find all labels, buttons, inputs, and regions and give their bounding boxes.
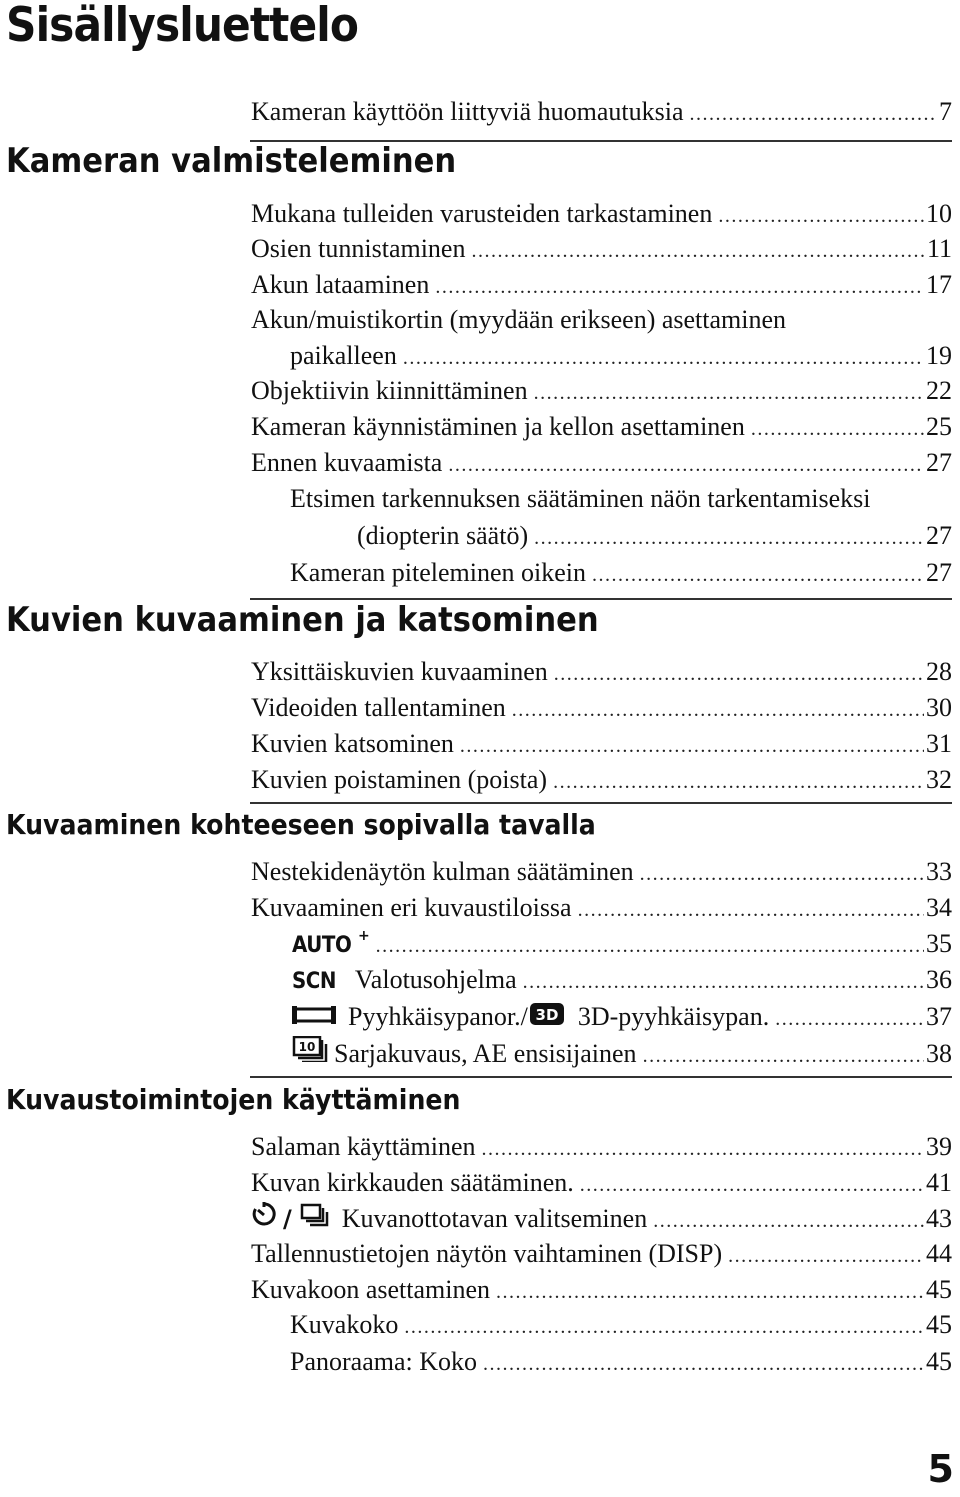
toc-entry[interactable] [251,726,952,762]
svg-text:10: 10 [298,1040,316,1054]
toc-page-number: 38 [926,1039,952,1068]
section-divider [250,1076,952,1078]
toc-entry[interactable] [251,373,952,409]
toc-page-number: 33 [926,857,952,886]
toc-entry-label [292,1036,637,1072]
toc-page-number: 11 [926,234,952,263]
toc-page-number: 35 [926,929,952,958]
toc-leader-dots [482,1131,924,1167]
toc-entry[interactable] [251,196,952,232]
toc-entry-label: paikalleen [290,341,397,370]
toc-entry-label: (diopterin säätö) [357,521,529,550]
toc-page-number: 28 [926,657,952,686]
toc-leader-dots [512,692,924,728]
toc-leader-dots [592,557,924,593]
toc-entry[interactable] [290,338,952,374]
toc-entry-label: Akun lataaminen [251,270,430,299]
toc-leader-dots [435,269,924,305]
toc-entry-label: Kameran käyttöön liittyviä huomautuksia [251,97,684,126]
self-timer-icon [251,1201,277,1227]
toc-page-number: 45 [926,1310,952,1339]
toc-leader-dots [534,375,924,411]
toc-entry[interactable] [251,1201,952,1237]
scn-mode-icon: SCN [292,969,337,994]
toc-page-number: 27 [926,521,952,550]
toc-entry[interactable] [292,999,952,1035]
toc-entry[interactable] [292,962,952,998]
toc-leader-dots [751,411,924,447]
section-heading-preparing-camera: Kameran valmisteleminen [6,141,457,181]
toc-leader-dots [403,340,924,376]
toc-entry-label-line1[interactable]: Etsimen tarkennuksen säätäminen näön tarkentamiseksi [290,484,871,513]
sweep-panorama-icon [292,1005,336,1025]
toc-page-number: 45 [926,1275,952,1304]
slash-icon: / [283,1205,292,1233]
toc-entry-label: Objektiivin kiinnittäminen [251,376,528,405]
toc-page-number: 31 [926,729,952,758]
toc-entry[interactable] [251,1129,952,1165]
toc-entry-label: Nestekidenäytön kulman säätäminen [251,857,634,886]
3d-sweep-icon [530,1003,564,1025]
toc-leader-dots [460,728,924,764]
toc-entry-label: Mukana tulleiden varusteiden tarkastaminen [251,199,713,228]
toc-entry[interactable] [251,1165,952,1201]
toc-page-number: 30 [926,693,952,722]
toc-entry[interactable] [251,409,952,445]
toc-entry-label: Kuvakoko [290,1310,399,1339]
toc-entry[interactable] [251,890,952,926]
page-number: 5 [927,1447,954,1491]
toc-entry[interactable] [290,1307,952,1343]
toc-page-number: 39 [926,1132,952,1161]
section-heading-scene-shooting: Kuvaaminen kohteeseen sopivalla tavalla [6,808,596,841]
svg-text:3D: 3D [535,1006,559,1024]
toc-entry-label: Yksittäiskuvien kuvaaminen [251,657,548,686]
toc-entry-label: Salaman käyttäminen [251,1132,476,1161]
toc-leader-dots [653,1203,924,1239]
toc-leader-dots [534,520,924,556]
toc-entry-label: Panoraama: Koko [290,1347,478,1376]
toc-page-number: 19 [926,341,952,370]
toc-page-number: 27 [926,448,952,477]
toc-page-number: 17 [926,270,952,299]
toc-entry[interactable] [251,1272,952,1308]
section-divider [250,802,952,804]
toc-leader-dots [523,964,924,1000]
section-heading-shooting-viewing: Kuvien kuvaaminen ja katsominen [6,600,599,640]
toc-entry-label: Kameran käynnistäminen ja kellon asettaminen [251,412,745,441]
toc-leader-dots [640,856,924,892]
toc-leader-dots [553,764,924,800]
toc-entry-label: Ennen kuvaamista [251,448,443,477]
toc-leader-dots [376,928,924,964]
toc-entry[interactable] [290,555,952,591]
toc-entry-label [251,1201,647,1237]
toc-page-number: 36 [926,965,952,994]
toc-leader-dots [718,198,924,234]
toc-page-number: 10 [926,199,952,228]
auto-plus-mode-icon: AUTO [292,933,352,958]
toc-leader-dots [471,233,924,269]
toc-leader-dots [483,1346,924,1382]
section-heading-using-functions: Kuvaustoimintojen käyttäminen [6,1083,461,1116]
toc-page-number: 34 [926,893,952,922]
toc-entry-text: Valotusohjelma [354,965,517,994]
toc-entry-label [292,962,517,1000]
toc-page-number: 44 [926,1239,952,1268]
toc-entry[interactable] [251,1236,952,1272]
toc-entry-text: Sarjakuvaus, AE ensisijainen [334,1039,637,1068]
toc-entry[interactable] [251,854,952,890]
toc-page-number: 43 [926,1204,952,1233]
toc-entry[interactable] [251,267,952,303]
toc-entry-label: Kuvien katsominen [251,729,454,758]
toc-leader-dots [728,1238,924,1274]
toc-entry[interactable] [251,690,952,726]
toc-page-number: 27 [926,558,952,587]
toc-entry[interactable] [251,762,952,798]
toc-leader-dots [580,1167,924,1203]
toc-leader-dots [643,1038,924,1074]
toc-leader-dots [404,1309,924,1345]
toc-entry[interactable] [357,518,952,554]
toc-leader-dots [690,96,937,132]
toc-page-number: 25 [926,412,952,441]
plus-icon: + [357,928,370,944]
toc-leader-dots [554,656,924,692]
toc-page-number: 41 [926,1168,952,1197]
page-title: Sisällysluettelo [6,0,359,53]
toc-entry-label [292,928,370,966]
toc-entry-label: Kuvaaminen eri kuvaustiloissa [251,893,572,922]
toc-page-number: 22 [926,376,952,405]
continuous-shooting-priority-icon [292,1036,330,1062]
toc-entry[interactable] [290,1344,952,1380]
toc-leader-dots [496,1274,924,1310]
toc-entry-text: Kuvanottotavan valitseminen [341,1204,648,1233]
toc-entry-label: Kuvan kirkkauden säätäminen. [251,1168,574,1197]
toc-entry-text-b: 3D-pyyhkäisypan. [577,1002,770,1031]
toc-entry-label: Kuvien poistaminen (poista) [251,765,548,794]
toc-page-number: 45 [926,1347,952,1376]
toc-entry[interactable] [251,654,952,690]
toc-entry-camera-notes[interactable] [251,94,952,130]
toc-page-number: 37 [926,1002,952,1031]
toc-entry-label: Kameran piteleminen oikein [290,558,587,587]
toc-leader-dots [448,447,924,483]
toc-entry-label: Videoiden tallentaminen [251,693,506,722]
toc-entry-text: Pyyhkäisypanor./ [348,1002,528,1031]
toc-entry[interactable] [292,926,952,962]
toc-page-number: 7 [939,97,952,126]
toc-entry[interactable] [251,445,952,481]
toc-leader-dots [578,892,924,928]
toc-entry-label-line1[interactable]: Akun/muistikortin (myydään erikseen) asettaminen [251,305,787,334]
toc-page-number: 32 [926,765,952,794]
toc-entry-label: Kuvakoon asettaminen [251,1275,490,1304]
continuous-shooting-icon [300,1203,330,1227]
toc-entry-label: Tallennustietojen näytön vaihtaminen (DISP) [251,1239,723,1268]
toc-leader-dots [775,1001,924,1037]
toc-entry[interactable] [251,231,952,267]
toc-entry-label [292,999,769,1035]
toc-entry[interactable] [292,1036,952,1072]
toc-entry-label: Osien tunnistaminen [251,234,466,263]
